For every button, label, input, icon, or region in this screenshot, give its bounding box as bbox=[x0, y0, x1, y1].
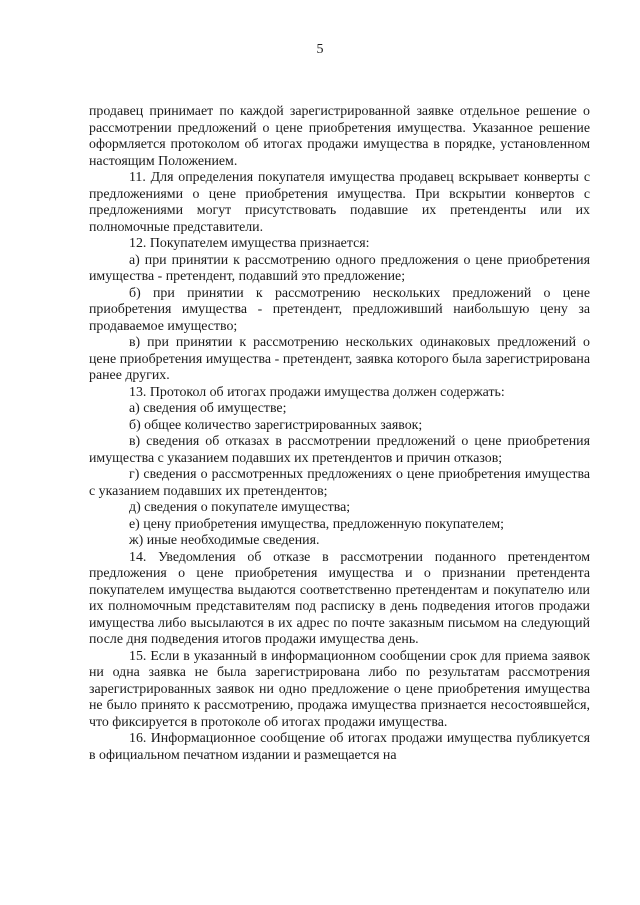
paragraph: г) сведения о рассмотренных предложениях о цене приобретения имущества с указанием подавших их претендентов; bbox=[89, 467, 590, 499]
paragraph: 14. Уведомления об отказе в рассмотрении поданного претендентом предложения о цене приобретения имущества и о признании претендента покупателем имущества выдаются соответственно претендентам и покупателю или их полномочным представителям под расписку в день подведения итогов продажи имущества либо высылаются в их адрес по почте заказным письмом на следующий после дня подведения итогов продажи имущества день. bbox=[89, 549, 590, 647]
paragraph: 11. Для определения покупателя имущества продавец вскрывает конверты с предложениями о цене приобретения имущества. При вскрытии конвертов с предложениями могут присутствовать подавшие их претенденты или их полномочные представители. bbox=[89, 170, 590, 235]
document-body bbox=[89, 104, 590, 764]
paragraph: а) при принятии к рассмотрению одного предложения о цене приобретения имущества - претендент, подавший это предложение; bbox=[89, 252, 590, 284]
paragraph: 13. Протокол об итогах продажи имущества должен содержать: bbox=[129, 384, 505, 400]
paragraph: д) сведения о покупателе имущества; bbox=[129, 500, 351, 515]
paragraph: б) при принятии к рассмотрению нескольких предложений о цене приобретения имущества - претендент, предложивший наибольшую цену за продаваемое имущество; bbox=[89, 285, 590, 334]
paragraph: продавец принимает по каждой зарегистрированной заявке отдельное решение о рассмотрении предложений о цене приобретения имущества. Указанное решение оформляется протоколом об итогах продажи имущества в порядке, установленном настоящим Положением. bbox=[89, 104, 590, 169]
paragraph: в) при принятии к рассмотрению нескольких одинаковых предложений о цене приобретения имущества - претендент, заявка которого была зарегистрирована ранее других. bbox=[89, 335, 590, 383]
paragraph: в) сведения об отказах в рассмотрении предложений о цене приобретения имущества с указанием подавших их претендентов и причин отказов; bbox=[89, 434, 590, 466]
paragraph: 15. Если в указанный в информационном сообщении срок для приема заявок ни одна заявка не была зарегистрирована либо по результатам рассмотрения зарегистрированных заявок ни одно предложение о цене приобретения имущества не было принято к рассмотрению, продажа имущества признается несостоявшейся, что фиксируется в протоколе об итогах продажи имущества. bbox=[89, 648, 590, 730]
paragraph: б) общее количество зарегистрированных заявок; bbox=[129, 417, 423, 433]
paragraph: 16. Информационное сообщение об итогах продажи имущества публикуется в официальном печатном издании и размещается на bbox=[89, 731, 590, 763]
paragraph: е) цену приобретения имущества, предложенную покупателем; bbox=[129, 516, 505, 532]
paragraph: ж) иные необходимые сведения. bbox=[129, 533, 320, 548]
paragraph: а) сведения об имуществе; bbox=[129, 401, 287, 416]
page-number: 5 bbox=[316, 42, 324, 57]
paragraph: 12. Покупателем имущества признается: bbox=[129, 236, 370, 251]
